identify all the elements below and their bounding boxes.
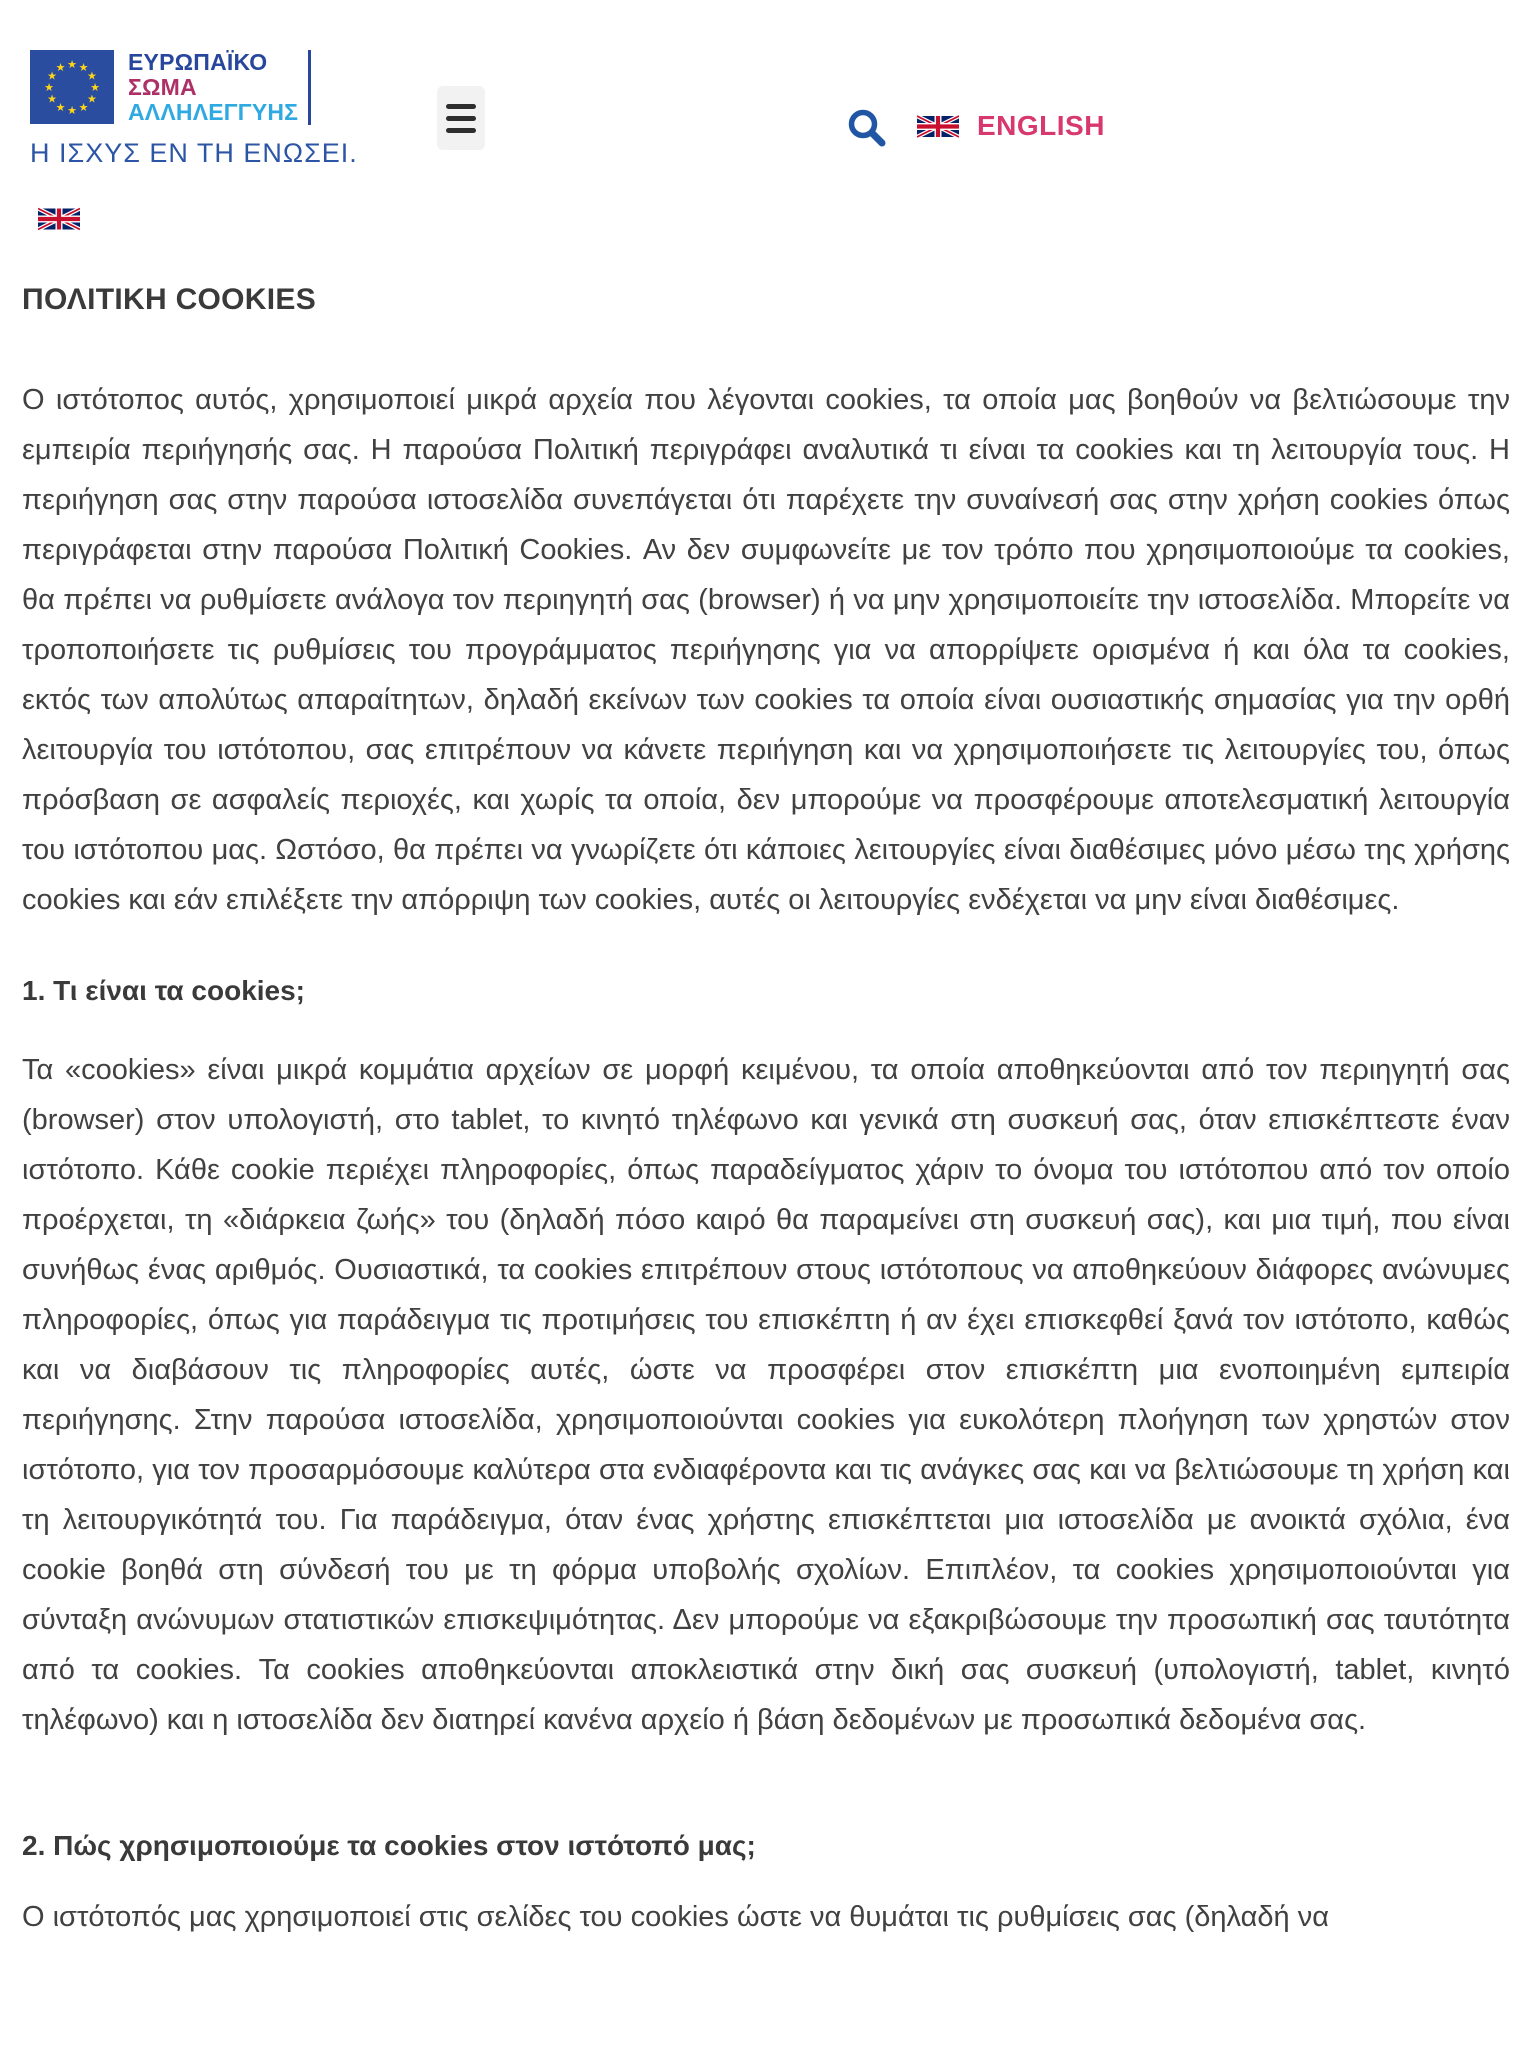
- logo-line-2: ΣΩΜΑ: [128, 74, 197, 100]
- svg-text:★: ★: [47, 69, 58, 83]
- logo-line-3: ΑΛΛΗΛΕΓΓΥΗΣ: [128, 99, 299, 125]
- logo-line-1: ΕΥΡΩΠΑΪΚΟ: [128, 49, 268, 75]
- section-2-heading: 2. Πώς χρησιμοποιούμε τα cookies στον ιστότοπό μας;: [22, 1830, 756, 1861]
- svg-text:★: ★: [86, 92, 97, 106]
- svg-text:★: ★: [78, 100, 89, 114]
- svg-text:★: ★: [78, 61, 89, 75]
- logo-tagline: Η ΙΣΧΥΣ ΕΝ ΤΗ ΕΝΩΣΕΙ.: [30, 138, 358, 168]
- language-label: ENGLISH: [977, 110, 1105, 141]
- section-1-paragraph: Τα «cookies» είναι μικρά κομμάτια αρχείων σε μορφή κειμένου, τα οποία αποθηκεύονται από τον περιηγητή σας (browser) στον υπολογιστή, στο tablet, το κινητό τηλέφωνο και γενικά στη συσκευή σας, όταν επισκέπτεστε έναν ιστότοπο. Κάθε cookie περιέχει πληροφορίες, όπως παραδείγματος χάριν το όνομα του ιστότοπου από τον οποίο προέρχεται, τη «διάρκεια ζωής» του (δηλαδή πόσο καιρό θα παραμείνει στη συσκευή σας), και μια τιμή, που είναι συνήθως ένας αριθμός. Ουσιαστικά, τα cookies επιτρέπουν στους ιστότοπους να αποθηκεύουν διάφορες ανώνυμες πληροφορίες, όπως για παράδειγμα τις προτιμήσεις του επισκέπτη ή αν έχει επισκεφθεί ξανά τον ιστότοπο, καθώς και να διαβάσουν τις πληροφορίες αυτές, ώστε να προσφέρει στον επισκέπτη μια ενοποιημένη εμπειρία περιήγησης. Στην παρούσα ιστοσελίδα, χρησιμοποιούνται cookies για ευκολότερη πλοήγηση των χρηστών στον ιστότοπο, για τον προσαρμόσουμε καλύτερα στα ενδιαφέροντα και τις ανάγκες σας και να βελτιώσουμε τη χρήση και τη λειτουργικότητά του. Για παράδειγμα, όταν ένας χρήστης επισκέπτεται μια ιστοσελίδα με ανοικτά σχόλια, ένα cookie βοηθά στη σύνδεσή του με τη φόρμα υποβολής σχολίων. Επιπλέον, τα cookies χρησιμοποιούνται για σύνταξη ανώνυμων στατιστικών επισκεψιμότητας. Δεν μπορούμε να εξακριβώσουμε την προσωπική σας ταυτότητα από τα cookies. Τα cookies αποθηκεύονται αποκλειστικά στην δική σας συσκευή (υπολογιστή, tablet, κινητό τηλέφωνο) και η ιστοσελίδα δεν διατηρεί κανένα αρχείο ή βάση δεδομένων με προσωπικά δεδομένα σας.: [22, 1054, 1510, 1736]
- svg-text:★: ★: [67, 58, 77, 71]
- svg-text:★: ★: [90, 81, 100, 94]
- section-2-paragraph-clipped: Ο ιστότοπός μας χρησιμοποιεί στις σελίδες του cookies ώστε να θυμάται τις ρυθμίσεις σας (δηλαδή να: [22, 1901, 1329, 1933]
- svg-text:★: ★: [44, 81, 54, 94]
- intro-paragraph: Ο ιστότοπος αυτός, χρησιμοποιεί μικρά αρχεία που λέγονται cookies, τα οποία μας βοηθούν να βελτιώσουμε την εμπειρία περιήγησής σας. Η παρούσα Πολιτική περιγράφει αναλυτικά τι είναι τα cookies και τη λειτουργία τους. Η περιήγηση σας στην παρούσα ιστοσελίδα συνεπάγεται ότι παρέχετε την συναίνεσή σας στην χρήση cookies όπως περιγράφεται στην παρούσα Πολιτική Cookies. Αν δεν συμφωνείτε με τον τρόπο που χρησιμοποιούμε τα cookies, θα πρέπει να ρυθμίσετε ανάλογα τον περιηγητή σας (browser) ή να μην χρησιμοποιείτε την ιστοσελίδα. Μπορείτε να τροποποιήσετε τις ρυθμίσεις του προγράμματος περιήγησης για να απορρίψετε ορισμένα ή και όλα τα cookies, εκτός των απολύτως απαραίτητων, δηλαδή εκείνων των cookies τα οποία είναι ουσιαστικής σημασίας για την ορθή λειτουργία του ιστότοπου, σας επιτρέπουν να κάνετε περιήγηση και να χρησιμοποιήσετε τις λειτουργίες του, όπως πρόσβαση σε ασφαλείς περιοχές, και χωρίς τα οποία, δεν μπορούμε να προσφέρουμε αποτελεσματική λειτουργία του ιστότοπου μας. Ωστόσο, θα πρέπει να γνωρίζετε ότι κάποιες λειτουργίες είναι διαθέσιμες μόνο μέσω της χρήσης cookies και εάν επιλέξετε την απόρριψη των cookies, αυτές οι λειτουργίες ενδέχεται να μην είναι διαθέσιμες.: [22, 384, 1510, 916]
- section-1-heading: 1. Τι είναι τα cookies;: [22, 975, 306, 1006]
- svg-text:★: ★: [55, 61, 66, 75]
- svg-text:★: ★: [55, 100, 66, 114]
- svg-text:★: ★: [47, 92, 58, 106]
- page-title: ΠΟΛΙΤΙΚΗ COOKIES: [22, 283, 317, 316]
- svg-text:★: ★: [67, 104, 77, 117]
- svg-text:★: ★: [86, 69, 97, 83]
